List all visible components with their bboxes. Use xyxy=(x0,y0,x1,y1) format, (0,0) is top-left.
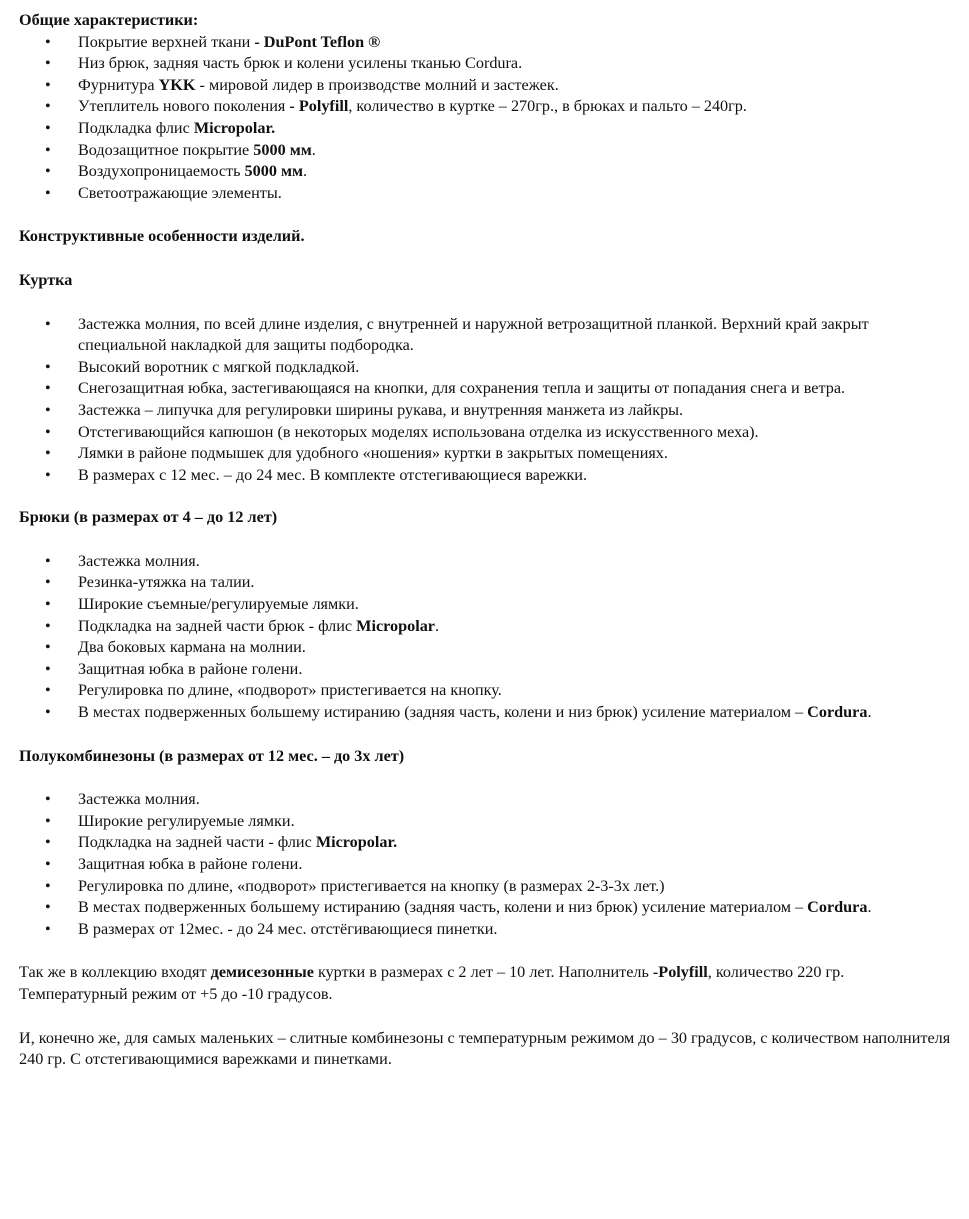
list-item-text: В местах подверженных большему истиранию (задняя часть, колени и низ брюк) усиление материалом – xyxy=(78,703,808,722)
list-item xyxy=(19,616,955,638)
list-item xyxy=(19,96,955,118)
list-item xyxy=(19,118,955,140)
demiseason-bold: демисезонные xyxy=(210,963,314,982)
general-heading: Общие характеристики: xyxy=(19,11,199,29)
list-item xyxy=(19,897,955,919)
list-item-bold: YKK xyxy=(158,75,196,94)
list-item xyxy=(19,637,955,659)
bullet-icon: • xyxy=(45,681,51,700)
list-item-bold: Cordura xyxy=(807,703,868,722)
list-item-text: Покрытие верхней ткани xyxy=(78,32,255,51)
list-item-text: Застежка молния, по всей длине изделия, с внутренней и наружной ветрозащитной планкой. Верхний край закрыт специальной накладкой для защиты подбородка. xyxy=(78,314,869,355)
polyfill-bold: -Polyfill xyxy=(652,963,708,982)
list-item-text: Защитная юбка в районе голени. xyxy=(78,855,303,873)
list-item xyxy=(19,400,955,422)
bullet-icon: • xyxy=(45,97,51,116)
infant-overalls-paragraph: И, конечно же, для самых маленьких – слитные комбинезоны с температурным режимом до – 30 градусов, с количеством наполнителя 240 гр. С отстегивающимися варежками и пинетками. xyxy=(19,1028,951,1069)
bullet-icon: • xyxy=(45,811,51,830)
list-item-text: Подкладка на задней части - флис xyxy=(78,833,316,852)
list-item xyxy=(19,811,955,833)
list-item-text: Высокий воротник с мягкой подкладкой. xyxy=(78,357,360,376)
list-item-text-end: . xyxy=(435,616,440,635)
demiseason-text-2: куртки в размерах с 2 лет – 10 лет. Наполнитель xyxy=(313,963,653,982)
list-item xyxy=(19,465,955,487)
list-item-bold: Micropolar xyxy=(356,616,435,635)
list-item-text: Застежка – липучка для регулировки ширины рукава, и внутренняя манжета из лайкры. xyxy=(78,400,684,419)
bullet-icon: • xyxy=(45,790,51,809)
list-item-text: Подкладка на задней части брюк - флис xyxy=(78,616,357,635)
bullet-icon: • xyxy=(45,659,51,678)
list-item xyxy=(19,876,955,898)
bullet-icon: • xyxy=(45,314,51,333)
construction-heading: Конструктивные особенности изделий. xyxy=(19,227,305,246)
jacket-list xyxy=(19,314,955,487)
list-item xyxy=(19,378,955,400)
list-item-text-end: . xyxy=(303,162,308,181)
list-item-bold: - Polyfill xyxy=(289,97,349,116)
demiseason-text-3: , количество 220 гр. Температурный режим от +5 до -10 градусов. xyxy=(19,963,845,1003)
list-item-text: Фурнитура xyxy=(78,75,159,94)
list-item xyxy=(19,680,955,702)
bullet-icon: • xyxy=(45,118,51,137)
list-item-text: Снегозащитная юбка, застегивающаяся на кнопки, для сохранения тепла и защиты от попадания снега и ветра. xyxy=(78,379,846,398)
list-item-text: Низ брюк, задняя часть брюк и колени усилены тканью Cordura. xyxy=(78,54,523,73)
list-item-text: Защитная юбка в районе голени. xyxy=(78,659,303,678)
bullet-icon: • xyxy=(45,444,51,463)
bullet-icon: • xyxy=(45,54,51,73)
list-item xyxy=(19,789,955,811)
list-item-text: Регулировка по длине, «подворот» пристегивается на кнопку (в размерах 2-3-3х лет.) xyxy=(78,876,665,895)
list-item xyxy=(19,443,955,465)
bullet-icon: • xyxy=(45,616,51,635)
list-item-text: Лямки в районе подмышек для удобного «ношения» куртки в закрытых помещениях. xyxy=(78,444,668,463)
list-item xyxy=(19,161,955,183)
list-item-text: Застежка молния. xyxy=(78,790,200,809)
bullet-icon: • xyxy=(45,140,51,159)
bullet-icon: • xyxy=(45,855,51,873)
list-item xyxy=(19,140,955,162)
bullet-icon: • xyxy=(45,379,51,398)
bullet-icon: • xyxy=(45,703,51,722)
list-item-bold: 5000 мм xyxy=(253,140,312,159)
pants-list xyxy=(19,551,955,724)
list-item-text-end: , количество в куртке – 270гр., в брюках и пальто – 240гр. xyxy=(348,97,747,116)
bullet-icon: • xyxy=(45,573,51,592)
demiseason-paragraph xyxy=(19,962,955,1005)
bullet-icon: • xyxy=(45,400,51,419)
list-item xyxy=(19,594,955,616)
bullet-icon: • xyxy=(45,357,51,376)
list-item-text: Светоотражающие элементы. xyxy=(78,183,282,202)
list-item-text-end: . xyxy=(867,703,872,722)
list-item-bold: 5000 мм xyxy=(244,162,304,181)
list-item-text: Утеплитель нового поколения xyxy=(78,97,290,116)
list-item xyxy=(19,551,955,573)
bullet-icon: • xyxy=(45,833,51,852)
list-item xyxy=(19,32,955,54)
list-item xyxy=(19,832,955,854)
pants-heading: Брюки (в размерах от 4 – до 12 лет) xyxy=(19,508,278,527)
list-item-bold: Micropolar. xyxy=(193,118,276,137)
jacket-heading: Куртка xyxy=(19,270,73,289)
list-item-text-end: . xyxy=(867,898,872,917)
list-item xyxy=(19,422,955,444)
bullet-icon: • xyxy=(45,162,51,181)
list-item xyxy=(19,314,955,357)
demiseason-text-1: Так же в коллекцию входят xyxy=(19,963,211,982)
list-item xyxy=(19,53,955,75)
bullet-icon: • xyxy=(45,595,51,614)
list-item-text: Отстегивающийся капюшон (в некоторых моделях использована отделка из искусственного меха). xyxy=(78,422,759,441)
list-item-text: Застежка молния. xyxy=(78,551,200,570)
general-list xyxy=(19,32,955,205)
list-item xyxy=(19,919,955,941)
list-item-text: Воздухопроницаемость xyxy=(78,162,245,181)
bullet-icon: • xyxy=(45,422,51,441)
bullet-icon: • xyxy=(45,183,51,202)
list-item xyxy=(19,572,955,594)
bullet-icon: • xyxy=(45,465,51,484)
list-item-bold: Micropolar. xyxy=(315,833,398,852)
list-item-text: Резинка-утяжка на талии. xyxy=(78,573,255,592)
overalls-list xyxy=(19,789,955,940)
list-item-bold: - DuPont Teflon ® xyxy=(254,32,381,51)
list-item-bold: Cordura xyxy=(807,898,868,917)
list-item xyxy=(19,659,955,681)
list-item-text-end: - мировой лидер в производстве молний и застежек. xyxy=(195,75,559,94)
list-item xyxy=(19,854,955,876)
list-item-text: Широкие съемные/регулируемые лямки. xyxy=(78,595,359,614)
list-item xyxy=(19,183,955,205)
list-item xyxy=(19,702,955,724)
bullet-icon: • xyxy=(45,876,51,895)
list-item-text: В местах подверженных большему истиранию (задняя часть, колени и низ брюк) усиление материалом – xyxy=(78,898,808,917)
list-item-text: Широкие регулируемые лямки. xyxy=(78,811,295,830)
bullet-icon: • xyxy=(45,75,51,94)
bullet-icon: • xyxy=(45,898,51,917)
list-item xyxy=(19,357,955,379)
bullet-icon: • xyxy=(45,919,51,938)
list-item-text: Подкладка флис xyxy=(78,118,194,137)
list-item-text-end: . xyxy=(311,140,316,159)
list-item-text: Регулировка по длине, «подворот» пристегивается на кнопку. xyxy=(78,681,502,700)
list-item-text: Водозащитное покрытие xyxy=(78,140,254,159)
bullet-icon: • xyxy=(45,638,51,657)
list-item-text: Два боковых кармана на молнии. xyxy=(78,638,306,657)
bullet-icon: • xyxy=(45,32,51,51)
list-item-text: В размерах от 12мес. - до 24 мес. отстёгивающиеся пинетки. xyxy=(78,919,498,938)
list-item-text: В размерах с 12 мес. – до 24 мес. В комплекте отстегивающиеся варежки. xyxy=(78,465,588,484)
overalls-heading: Полукомбинезоны (в размерах от 12 мес. – до 3х лет) xyxy=(19,746,405,765)
list-item xyxy=(19,75,955,97)
bullet-icon: • xyxy=(45,551,51,570)
